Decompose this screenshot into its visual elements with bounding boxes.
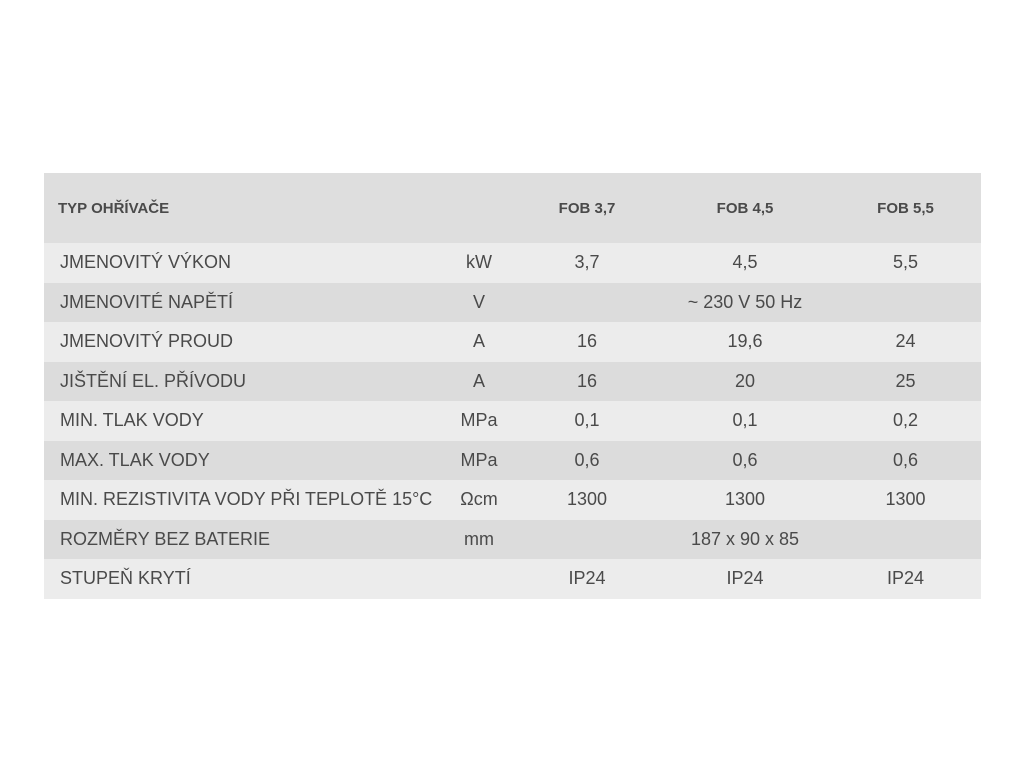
row-value: IP24: [726, 568, 764, 589]
row-value: 3,7: [574, 252, 600, 273]
header-row: [44, 173, 981, 243]
table-row: [44, 441, 981, 481]
row-value: [830, 520, 981, 560]
row-value: [514, 520, 660, 560]
row-value: 16: [576, 331, 598, 352]
row-unit: mm: [464, 528, 494, 549]
table-row: [44, 322, 981, 362]
table-row: [44, 362, 981, 402]
table-row: [44, 243, 981, 283]
row-value: [514, 283, 660, 323]
row-unit: V: [472, 291, 485, 312]
row-value: 1300: [885, 489, 926, 510]
row-value: 0,2: [892, 410, 919, 431]
table-row: [44, 480, 981, 520]
spec-table: [44, 173, 981, 599]
row-param: JMENOVITÝ VÝKON: [60, 252, 232, 273]
table-header: [44, 173, 981, 243]
table-row: [44, 520, 981, 560]
row-value: 0,6: [732, 449, 758, 470]
row-value: 5,5: [892, 252, 919, 273]
table-row: [44, 283, 981, 323]
row-value: IP24: [886, 568, 925, 589]
row-value: 24: [895, 331, 916, 352]
row-value: 20: [734, 370, 756, 391]
row-param: JIŠTĚNÍ EL. PŘÍVODU: [60, 370, 247, 391]
row-value: 16: [576, 370, 598, 391]
row-unit: MPa: [460, 410, 498, 431]
header-model-3: FOB 5,5: [877, 199, 934, 217]
header-model-1: FOB 3,7: [558, 199, 616, 217]
row-param: JMENOVITÉ NAPĚTÍ: [60, 291, 234, 312]
row-value: [830, 283, 981, 323]
row-value: 1300: [724, 489, 766, 510]
table-row: [44, 401, 981, 441]
row-shared-value: ~ 230 V 50 Hz: [687, 291, 803, 312]
row-param: MIN. REZISTIVITA VODY PŘI TEPLOTĚ 15°C: [60, 489, 433, 510]
row-param: STUPEŇ KRYTÍ: [60, 568, 191, 589]
row-unit: kW: [466, 252, 492, 273]
table-body: [44, 243, 981, 599]
header-param: TYP OHŘÍVAČE: [58, 199, 170, 217]
row-value: 25: [895, 370, 916, 391]
row-value: 19,6: [727, 331, 763, 352]
row-param: ROZMĚRY BEZ BATERIE: [60, 528, 271, 549]
row-unit: Ωcm: [460, 489, 498, 510]
row-value: 0,1: [574, 410, 600, 431]
header-unit: [444, 173, 514, 243]
row-value: 0,6: [892, 449, 919, 470]
row-unit: A: [472, 370, 485, 391]
row-param: MIN. TLAK VODY: [60, 410, 204, 431]
row-unit: MPa: [460, 449, 498, 470]
row-value: 0,1: [732, 410, 758, 431]
table-row: [44, 559, 981, 599]
row-param: MAX. TLAK VODY: [60, 449, 210, 470]
row-value: 1300: [566, 489, 608, 510]
row-shared-value: 187 x 90 x 85: [690, 528, 800, 549]
row-value: 0,6: [574, 449, 600, 470]
row-value: 4,5: [732, 252, 758, 273]
row-param: JMENOVITÝ PROUD: [60, 331, 234, 352]
row-value: IP24: [568, 568, 606, 589]
header-model-2: FOB 4,5: [716, 199, 774, 217]
row-unit: A: [472, 331, 485, 352]
row-unit: [444, 559, 514, 599]
